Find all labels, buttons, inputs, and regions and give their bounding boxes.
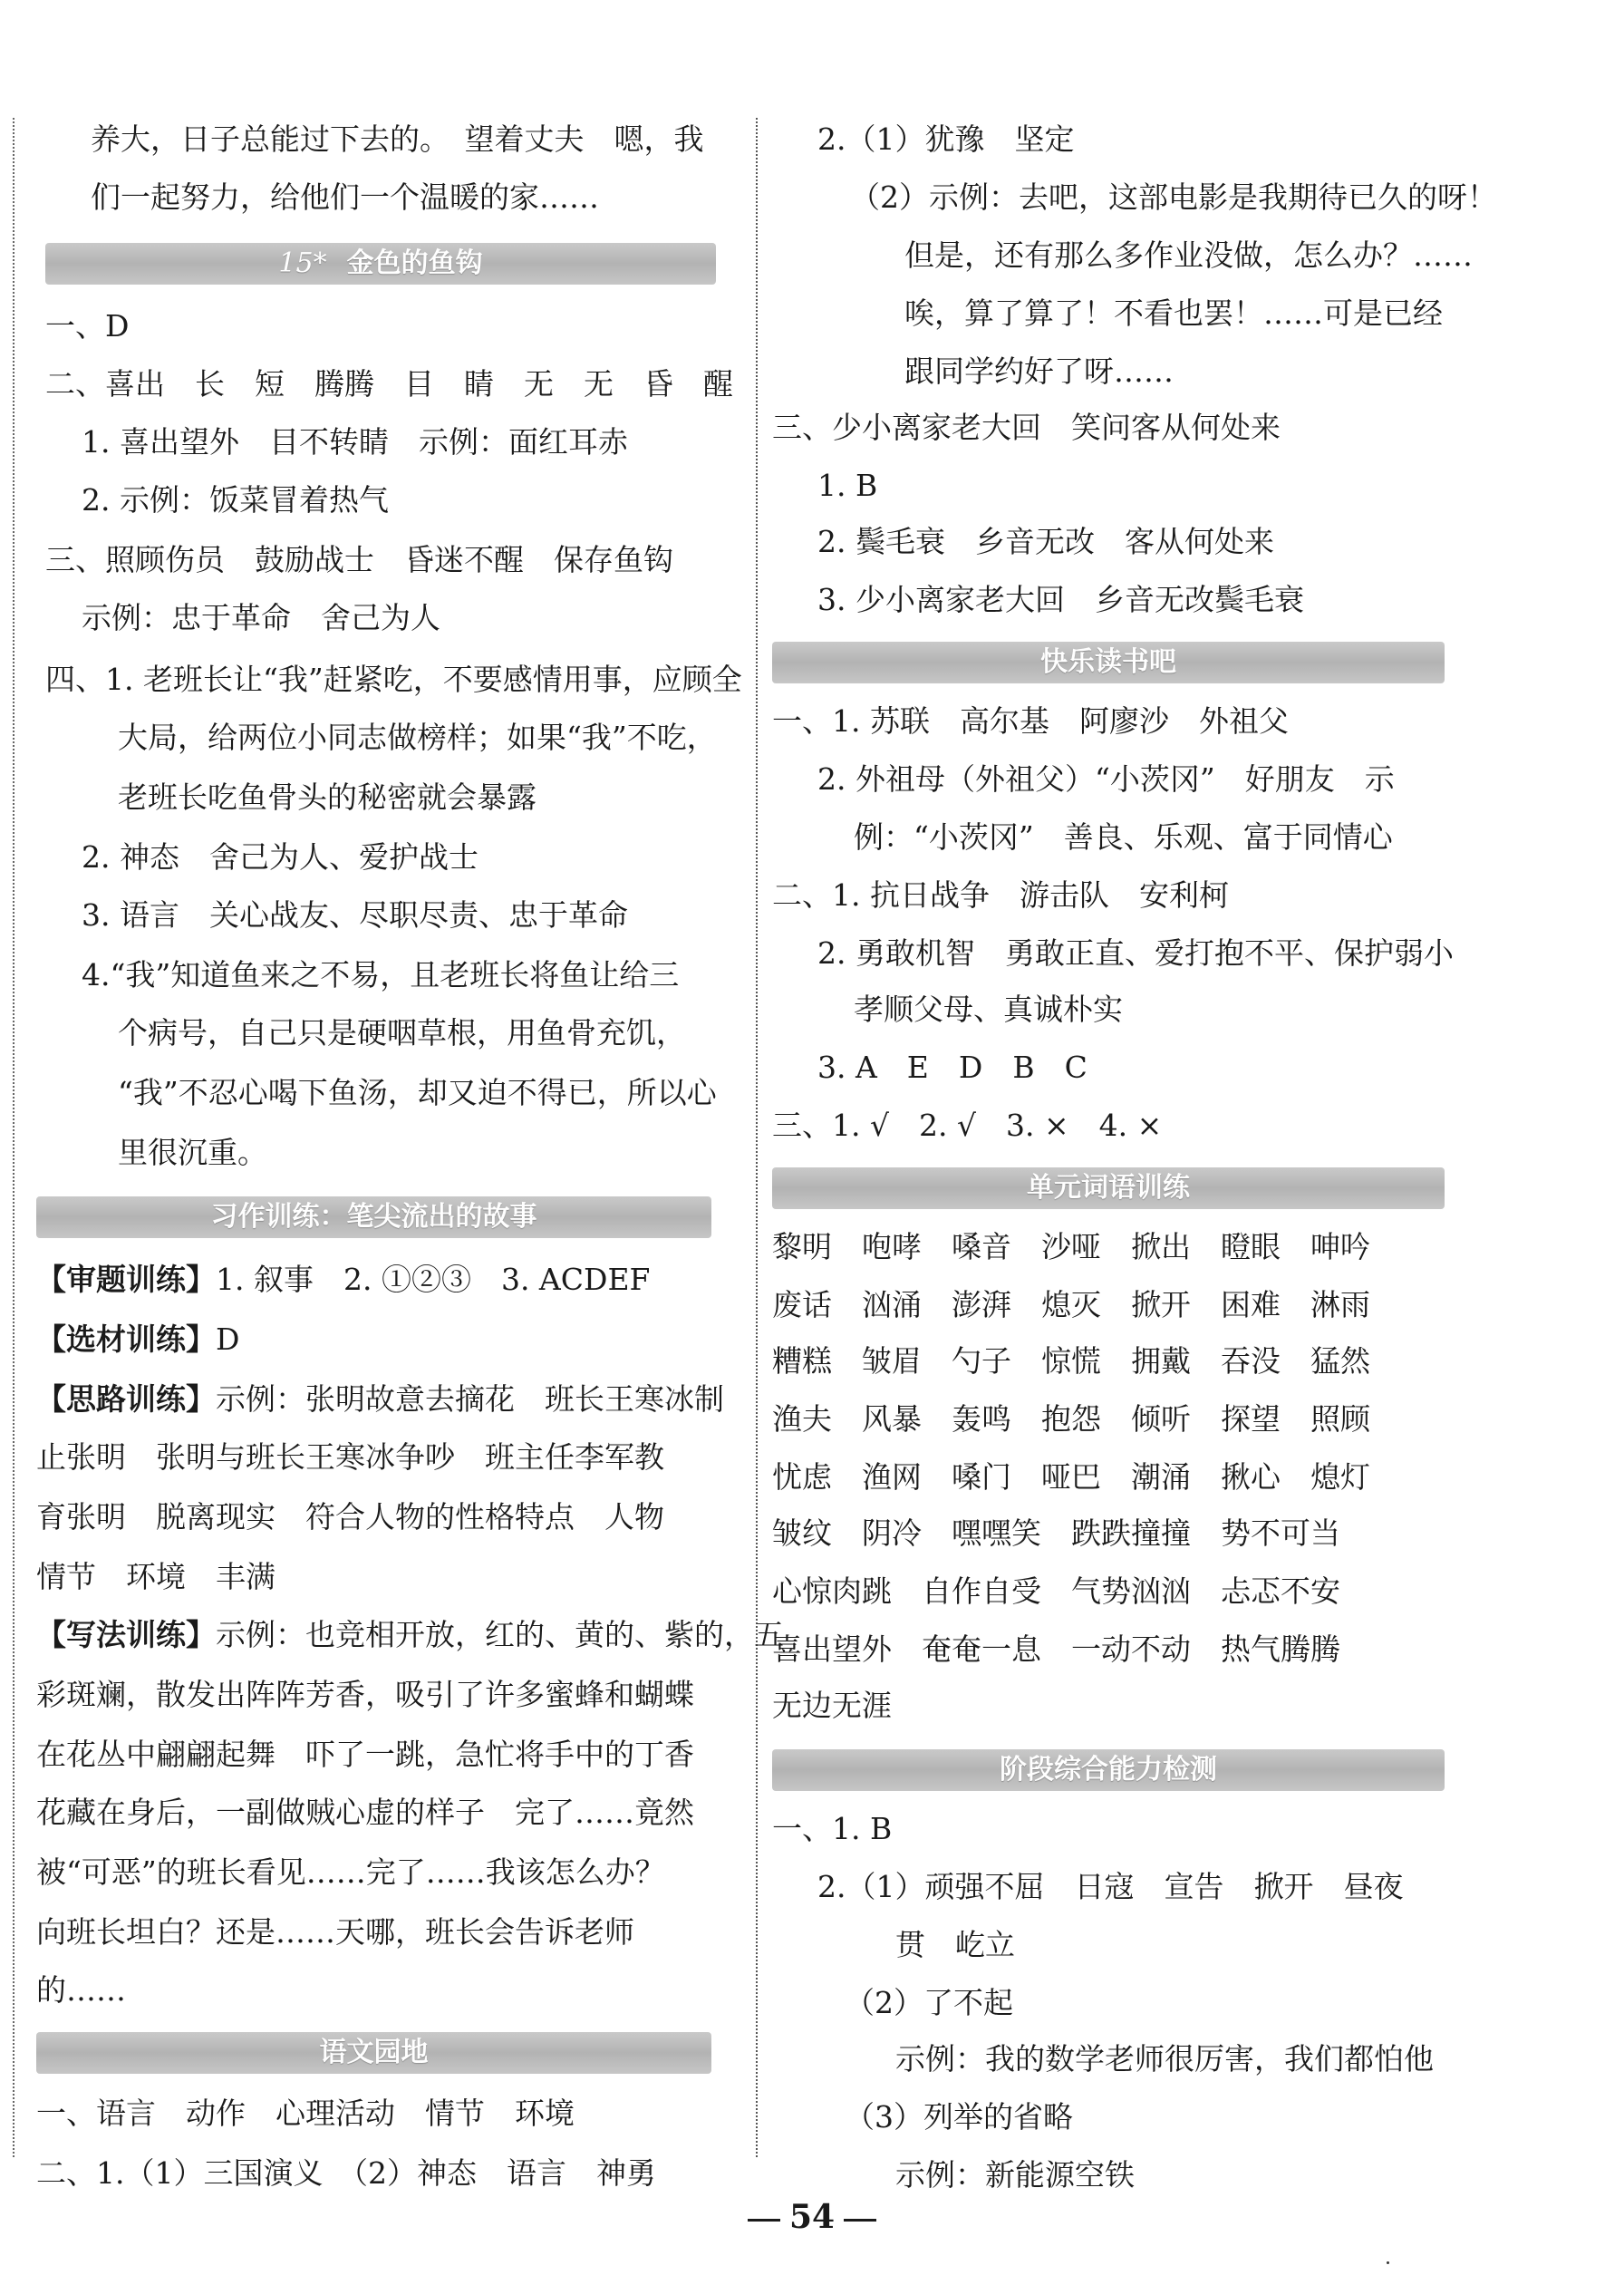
answer-line: 4.“我”知道鱼来之不易，且老班长将鱼让给三 [82,957,680,992]
word-row: 糟糕 皱眉 勺子 惊慌 拥戴 吞没 猛然 [772,1343,1370,1379]
answer-line: “我”不忍心喝下鱼汤，却又迫不得已，所以心 [118,1075,717,1110]
answer-line: 大局，给两位小同志做榜样；如果“我”不吃， [118,720,717,755]
word-row: 心惊肉跳 自作自受 气势汹汹 忐忑不安 [772,1573,1340,1609]
answer-line: 1. B [817,468,878,503]
answer-line: 2. 勇敢机智 勇敢正直、爱打抱不平、保护弱小 [817,935,1454,971]
answer-line: 二、喜出 长 短 腾腾 目 睛 无 无 昏 醒 [45,366,733,402]
answer-line: 的…… [36,1972,126,2008]
answer-line: 1. 喜出望外 目不转睛 示例：面红耳赤 [82,424,628,460]
answer-line: 一、D [45,308,130,344]
answer-line: 3. 少小离家老大回 乡音无改鬓毛衰 [817,582,1304,617]
text-line: 们一起努力，给他们一个温暖的家…… [91,179,599,215]
answer-line: 三、照顾伤员 鼓励战士 昏迷不醒 保存鱼钩 [45,542,673,577]
lesson-number: 15* [278,247,327,279]
answer-line: 育张明 脱离现实 符合人物的性格特点 人物 [36,1499,664,1534]
answer-line: 向班长坦白？还是……天哪，班长会告诉老师 [36,1914,634,1950]
bracket-tag: 【选材训练】 [36,1321,216,1357]
answer-line: 四、1. 老班长让“我”赶紧吃，不要感情用事，应顾全 [45,662,742,697]
section-title: 金色的鱼钩 [346,247,483,279]
answer-line: （3）列举的省略 [845,2099,1073,2135]
word-row: 渔夫 风暴 轰鸣 抱怨 倾听 探望 照顾 [772,1401,1370,1437]
answer-line [36,1320,239,1360]
answer-line: 2. 示例：饭菜冒着热气 [82,482,389,518]
column-divider [756,118,758,2157]
answer-line: 花藏在身后，一副做贼心虚的样子 完了……竟然 [36,1795,694,1830]
answer-line [36,1380,724,1419]
answer-line: 2. 外祖母（外祖父）“小茨冈” 好朋友 示 [817,761,1395,797]
bracket-tag: 【审题训练】 [36,1262,216,1297]
answer-line: 2.（1）顽强不屈 日寇 宣告 掀开 昼夜 [817,1869,1404,1904]
answer-line: 跟同学约好了呀…… [904,353,1174,389]
answer-line: 一、语言 动作 心理活动 情节 环境 [36,2096,575,2131]
answer-line [36,1260,650,1300]
answer-line: 三、少小离家老大回 笑问客从何处来 [772,410,1281,445]
word-row: 皱纹 阴冷 嘿嘿笑 跌跌撞撞 势不可当 [772,1515,1340,1551]
answer-line: 示例：新能源空铁 [895,2157,1135,2193]
answer-line: 彩斑斓，散发出阵阵芳香，吸引了许多蜜蜂和蝴蝶 [36,1677,694,1712]
text-line: 养大，日子总能过下去的。 望着丈夫 嗯，我 [91,121,704,157]
answer-line: 孝顺父母、真诚朴实 [854,992,1123,1027]
section-header-writing: 习作训练：笔尖流出的故事 [36,1196,711,1238]
section-header-stage-test: 阶段综合能力检测 [772,1749,1445,1791]
answer-line: 3. A E D B C [817,1050,1088,1085]
bracket-tag: 【思路训练】 [36,1381,216,1417]
answer-text: 示例：张明故意去摘花 班长王寒冰制 [216,1381,724,1417]
answer-line: 一、1. 苏联 高尔基 阿廖沙 外祖父 [772,703,1289,739]
answer-line: 个病号，自己只是硬咽草根，用鱼骨充饥， [118,1015,686,1050]
answer-line: 一、1. B [772,1811,893,1846]
word-row: 废话 汹涌 澎湃 熄灭 掀开 困难 淋雨 [772,1287,1370,1322]
answer-line: 例：“小茨冈” 善良、乐观、富于同情心 [854,819,1393,855]
answer-line: 二、1. 抗日战争 游击队 安利柯 [772,877,1229,913]
answer-line: 但是，还有那么多作业没做，怎么办？…… [904,237,1473,273]
answer-line: 二、1.（1）三国演义 （2）神态 语言 神勇 [36,2155,656,2191]
word-row: 黎明 咆哮 嗓音 沙哑 掀出 瞪眼 呻吟 [772,1229,1370,1264]
answer-line: 在花丛中翩翩起舞 吓了一跳，急忙将手中的丁香 [36,1737,694,1772]
answer-line: 贯 屹立 [895,1927,1015,1962]
answer-line: 2. 鬓毛衰 乡音无改 客从何处来 [817,524,1274,559]
footer-dash-right [844,2219,876,2222]
word-row: 喜出望外 奄奄一息 一动不动 热气腾腾 [772,1631,1340,1667]
answer-text: D [216,1321,240,1357]
page-number: 54 [788,2198,836,2236]
answer-line: （2）了不起 [845,1985,1013,2020]
answer-line [36,1615,784,1655]
bracket-tag: 【写法训练】 [36,1617,216,1652]
section-header-unit-words: 单元词语训练 [772,1167,1445,1209]
answer-line: 唉，算了算了！不看也罢！……可是已经 [904,295,1443,331]
left-margin-rule [13,118,14,2157]
word-row: 忧虑 渔网 嗓门 哑巴 潮涌 揪心 熄灯 [772,1459,1370,1495]
stray-dot [1387,2261,1389,2264]
section-header-lesson-15 [45,243,716,285]
answer-line: 止张明 张明与班长王寒冰争吵 班主任李军教 [36,1439,664,1475]
answer-line: 3. 语言 关心战友、尽职尽责、忠于革命 [82,897,628,933]
answer-text: 示例：也竞相开放，红的、黄的、紫的，五 [216,1617,784,1652]
answer-line: 情节 环境 丰满 [36,1559,276,1594]
answer-line: 里很沉重。 [118,1135,267,1170]
answer-line: 三、1. √ 2. √ 3. × 4. × [772,1108,1163,1143]
answer-line: 2.（1）犹豫 坚定 [817,121,1075,157]
answer-line: （2）示例：去吧，这部电影是我期待已久的呀！ [850,179,1497,215]
answer-line: 示例：我的数学老师很厉害，我们都怕他 [895,2041,1434,2077]
answer-line: 被“可恶”的班长看见……完了……我该怎么办？ [36,1854,665,1890]
page-footer [0,2195,1624,2239]
section-header-reading: 快乐读书吧 [772,642,1445,683]
word-row: 无边无涯 [772,1688,892,1723]
answer-text: 1. 叙事 2. ①②③ 3. ACDEF [216,1262,651,1297]
answer-line: 老班长吃鱼骨头的秘密就会暴露 [118,779,536,815]
section-header-chinese-garden: 语文园地 [36,2032,711,2074]
answer-line: 2. 神态 舍己为人、爱护战士 [82,839,478,875]
answer-line: 示例：忠于革命 舍己为人 [82,600,440,635]
footer-dash-left [748,2219,780,2222]
